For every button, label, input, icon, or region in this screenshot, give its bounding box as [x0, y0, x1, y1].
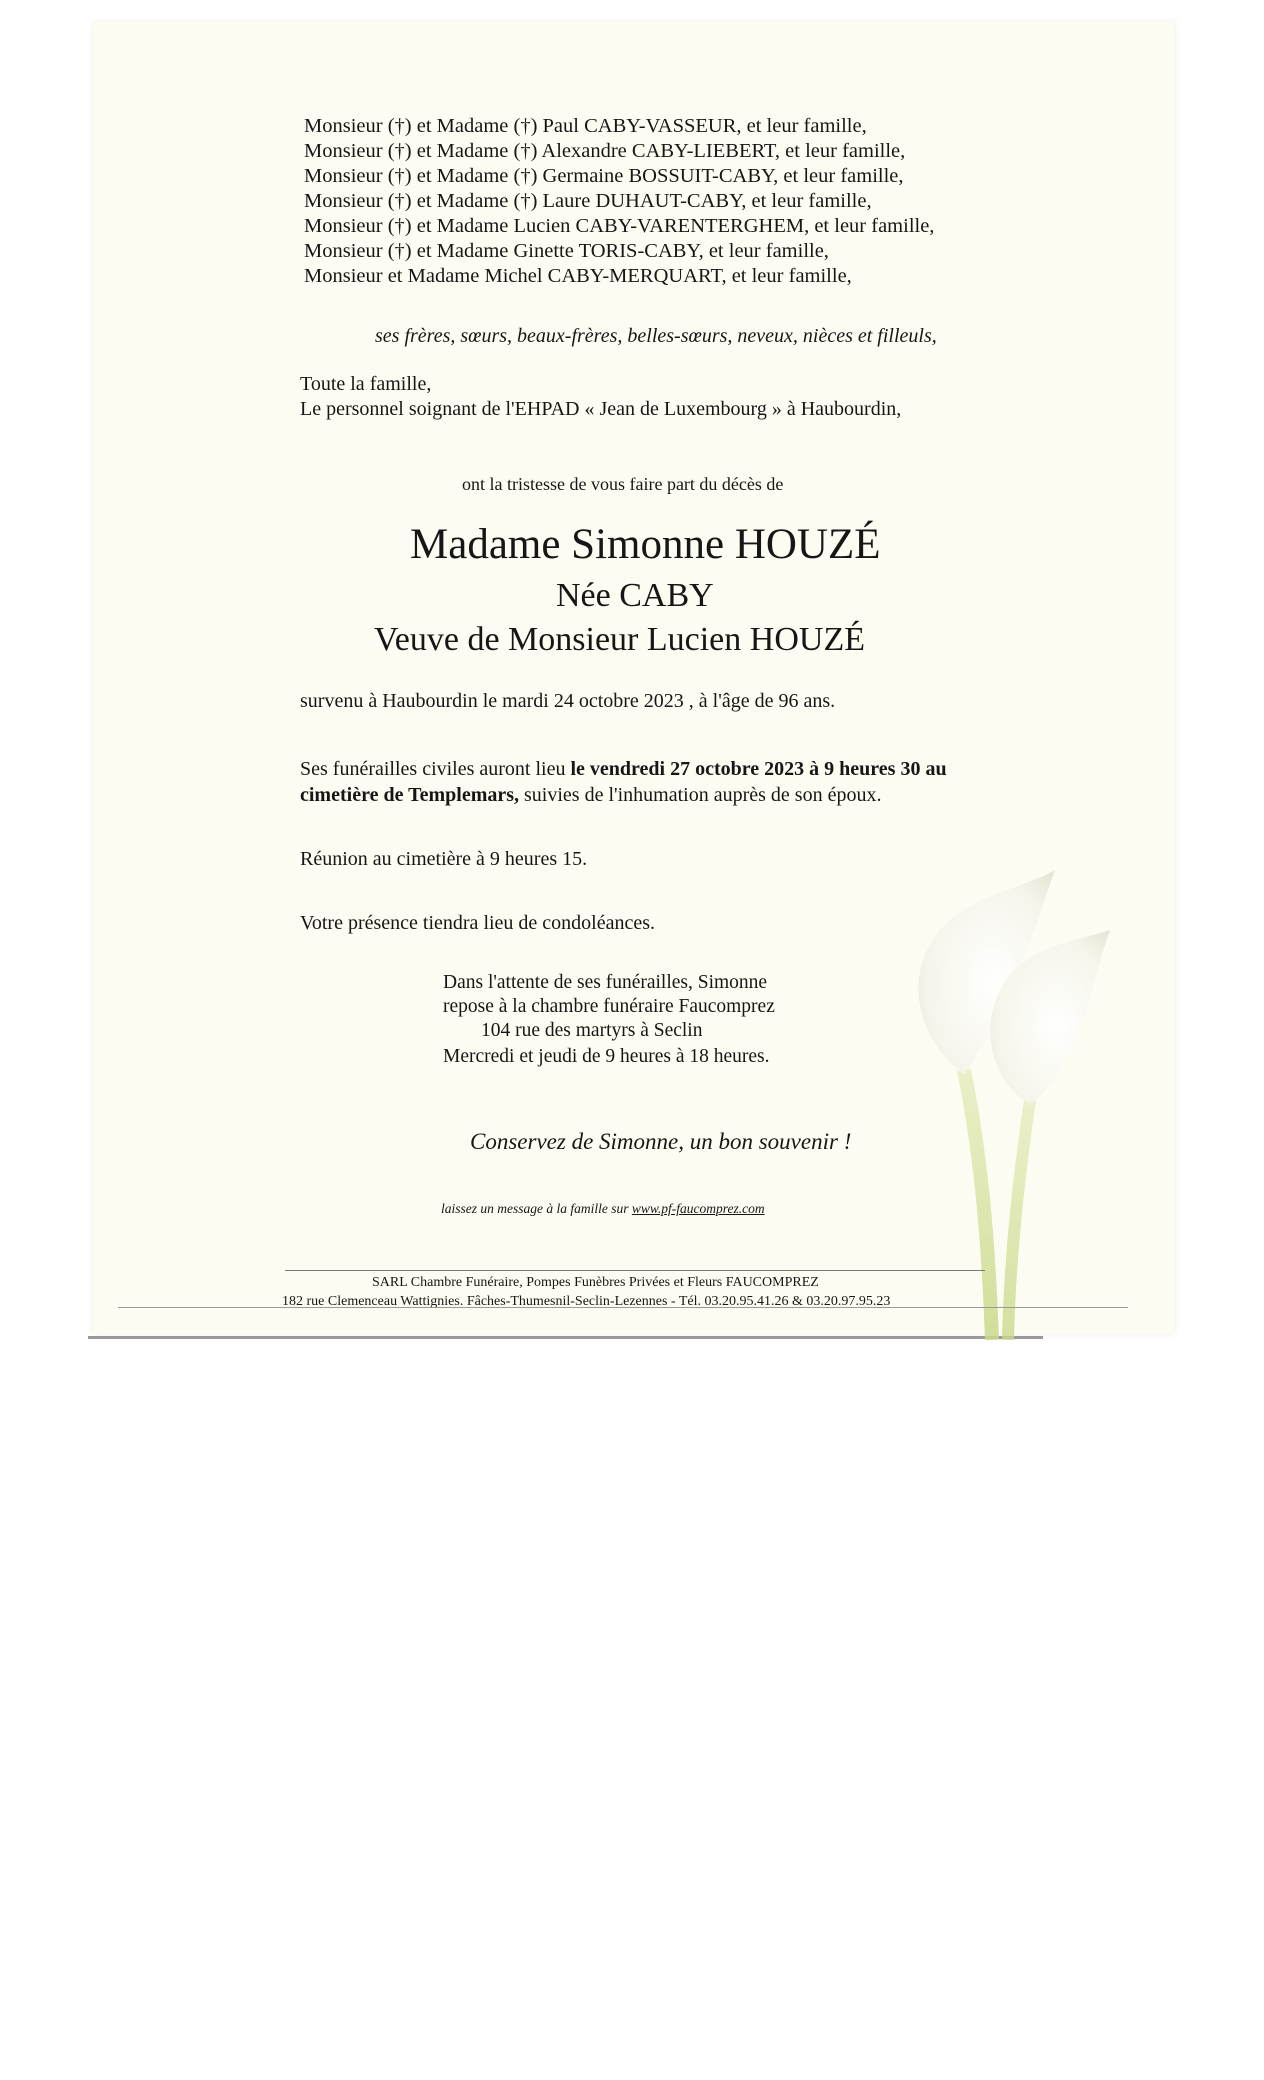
message-text: laissez un message à la famille sur: [441, 1201, 632, 1216]
whole-family-line: Toute la famille,: [300, 373, 432, 395]
funeral-line-1: [300, 758, 947, 781]
family-line: Monsieur (†) et Madame (†) Paul CABY-VASSEUR, et leur famille,: [304, 115, 867, 137]
deceased-name: Madame Simonne HOUZÉ: [410, 521, 881, 568]
family-line: Monsieur (†) et Madame Lucien CABY-VARENTERGHEM, et leur famille,: [304, 215, 935, 237]
funeral-burial: suivies de l'inhumation auprès de son époux.: [519, 784, 882, 806]
message-line: [441, 1201, 765, 1217]
family-line: Monsieur (†) et Madame (†) Alexandre CABY-LIEBERT, et leur famille,: [304, 140, 906, 162]
waiting-line: repose à la chambre funéraire Faucomprez: [443, 996, 775, 1017]
footer-divider-bottom: [118, 1307, 1128, 1308]
death-notice: survenu à Haubourdin le mardi 24 octobre 2023 , à l'âge de 96 ans.: [300, 690, 836, 712]
footer-company: SARL Chambre Funéraire, Pompes Funèbres Privées et Fleurs FAUCOMPREZ: [372, 1275, 819, 1290]
announcement-intro: ont la tristesse de vous faire part du décès de: [462, 474, 784, 494]
waiting-line: 104 rue des martyrs à Seclin: [481, 1020, 703, 1041]
siblings-line: ses frères, sœurs, beaux-frères, belles-sœurs, neveux, nièces et filleuls,: [375, 325, 937, 347]
family-line: Monsieur (†) et Madame Ginette TORIS-CABY, et leur famille,: [304, 240, 829, 262]
ehpad-staff-line: Le personnel soignant de l'EHPAD « Jean de Luxembourg » à Haubourdin,: [300, 398, 902, 420]
family-line: Monsieur et Madame Michel CABY-MERQUART, et leur famille,: [304, 265, 852, 287]
funeral-text: Ses funérailles civiles auront lieu: [300, 758, 571, 780]
funeral-line-2: [300, 784, 881, 807]
family-line: Monsieur (†) et Madame (†) Laure DUHAUT-CABY, et leur famille,: [304, 190, 872, 212]
funeral-place: cimetière de Templemars,: [300, 784, 520, 806]
website-link[interactable]: www.pf-faucomprez.com: [631, 1201, 765, 1216]
funeral-date: le vendredi 27 octobre 2023 à 9 heures 30 au: [570, 758, 947, 780]
waiting-line: Dans l'attente de ses funérailles, Simonne: [443, 972, 768, 993]
deceased-widow-of: Veuve de Monsieur Lucien HOUZÉ: [374, 621, 865, 658]
closing-line: Conservez de Simonne, un bon souvenir !: [470, 1129, 852, 1154]
deceased-maiden-name: Née CABY: [556, 577, 714, 614]
footer-divider-top: [285, 1270, 985, 1271]
presence-line: Votre présence tiendra lieu de condoléances.: [300, 912, 656, 934]
reunion-line: Réunion au cimetière à 9 heures 15.: [300, 848, 588, 870]
family-line: Monsieur (†) et Madame (†) Germaine BOSSUIT-CABY, et leur famille,: [304, 165, 904, 187]
waiting-line: Mercredi et jeudi de 9 heures à 18 heures.: [443, 1046, 770, 1067]
footer-address: 182 rue Clemenceau Wattignies. Fâches-Thumesnil-Seclin-Lezennes - Tél. 03.20.95.41.26 & 03.20.97.95.23: [282, 1294, 891, 1309]
